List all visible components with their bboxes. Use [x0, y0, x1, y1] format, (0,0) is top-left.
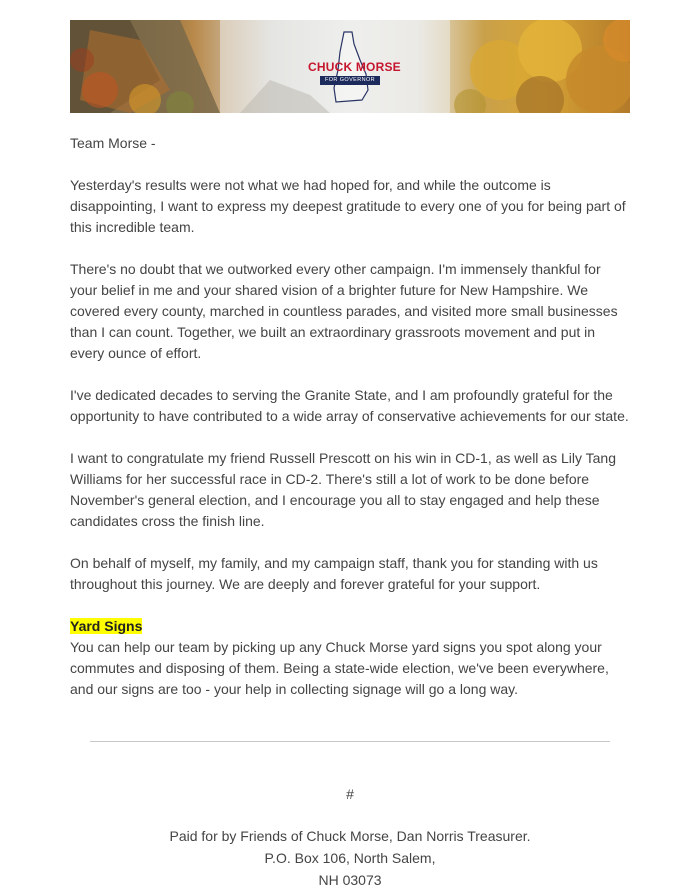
- paragraph-yard-signs: You can help our team by picking up any Chuck Morse yard signs you spot along your commutes and disposing of them. Being a state-wide election, we've been everywhere, and our signs are too - your help in collecting signage will go a long way.: [70, 639, 609, 697]
- campaign-logo: [308, 30, 401, 104]
- paragraph-outworked: There's no doubt that we outworked every other campaign. I'm immensely thankful for your belief in me and your shared vision of a brighter future for New Hampshire. We covered every county, marched in countless parades, and visited more small businesses than I can count. Together, we built an extraordinary grassroots movement and put in every ounce of effort.: [70, 261, 618, 361]
- email-body: [70, 133, 630, 700]
- footer-hash: #: [346, 786, 354, 802]
- paragraph-thanks: On behalf of myself, my family, and my campaign staff, thank you for standing with us throughout this journey. We are deeply and forever grateful for your support.: [70, 555, 598, 592]
- paid-for-disclaimer: Paid for by Friends of Chuck Morse, Dan Norris Treasurer.: [169, 828, 531, 844]
- yard-signs-heading-row: [70, 616, 630, 637]
- paragraph-granite-state: I've dedicated decades to serving the Granite State, and I am profoundly grateful for the opportunity to have contributed to a wide array of conservative achievements for our state.: [70, 387, 629, 424]
- address-line-1: P.O. Box 106, North Salem,: [264, 850, 436, 866]
- logo-wordmark: CHUCK MORSE: [308, 60, 401, 74]
- yard-signs-heading: Yard Signs: [70, 618, 143, 634]
- paragraph-results: Yesterday's results were not what we had hoped for, and while the outcome is disappointing, I want to express my deepest gratitude to every one of you for being part of this incredible team.: [70, 177, 626, 235]
- paragraph-congratulations: I want to congratulate my friend Russell Prescott on his win in CD-1, as well as Lily Tang Williams for her successful race in CD-2. There's still a lot of work to be done before November's general election, and I encourage you all to stay engaged and help these candidates cross the finish line.: [70, 450, 616, 529]
- divider: [90, 741, 610, 742]
- logo-subtitle: FOR GOVERNOR: [320, 76, 380, 85]
- address-line-2: NH 03073: [318, 872, 382, 888]
- footer: [0, 783, 700, 891]
- header-banner: [70, 20, 630, 113]
- greeting: Team Morse -: [70, 135, 156, 151]
